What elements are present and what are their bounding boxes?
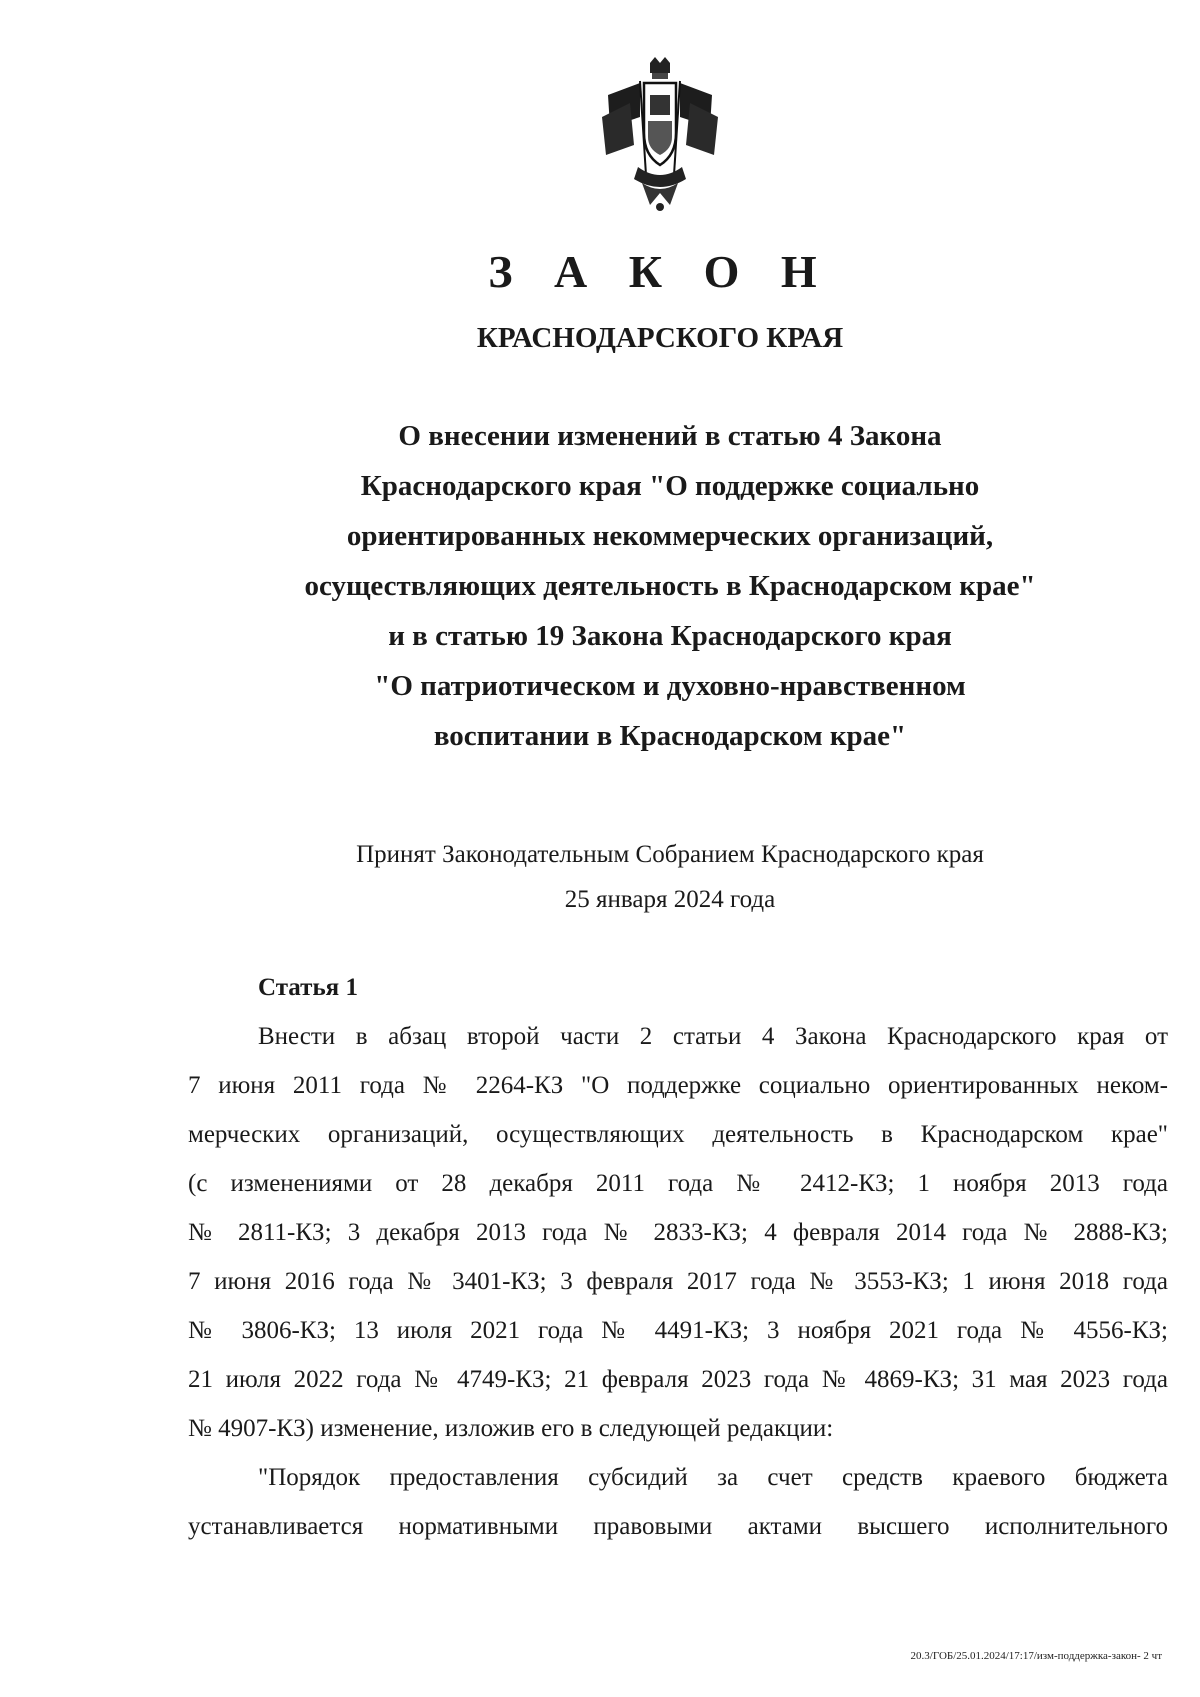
article-line: № 3806-КЗ; 13 июля 2021 года № 4491-КЗ; 3 ноября 2021 года № 4556-КЗ;	[188, 1317, 1168, 1344]
coat-of-arms-emblem-icon	[600, 55, 720, 215]
law-name-line: ориентированных некоммерческих организаций,	[346, 520, 994, 552]
adoption-note	[240, 832, 1100, 922]
article-line: Внести в абзац второй части 2 статьи 4 Закона Краснодарского края от	[258, 1023, 1168, 1050]
article-line: 7 июня 2011 года № 2264-КЗ "О поддержке социально ориентированных неком-	[188, 1072, 1168, 1099]
article-line: 7 июня 2016 года № 3401-КЗ; 3 февраля 2017 года № 3553-КЗ; 1 июня 2018 года	[188, 1268, 1168, 1295]
law-name-line: "О патриотическом и духовно-нравственном	[374, 670, 966, 702]
adoption-date: 25 января 2024 года	[564, 886, 776, 913]
law-name-line: осуществляющих деятельность в Краснодарском крае"	[304, 570, 1036, 602]
law-name-line: О внесении изменений в статью 4 Закона	[398, 420, 942, 452]
law-name-line: воспитании в Краснодарском крае"	[433, 720, 907, 752]
law-name-line: Краснодарского края "О поддержке социально	[360, 470, 980, 502]
article-line: № 4907-КЗ) изменение, изложив его в следующей редакции:	[188, 1415, 834, 1442]
document-region: КРАСНОДАРСКОГО КРАЯ	[476, 322, 844, 354]
article-1-title: Статья 1	[258, 974, 358, 1001]
article-line: мерческих организаций, осуществляющих деятельность в Краснодарском крае"	[188, 1121, 1168, 1148]
article-1-body	[188, 1012, 1168, 1551]
document-title: З А К О Н	[488, 246, 832, 297]
article-line: устанавливается нормативными правовыми актами высшего исполнительного	[188, 1513, 1168, 1540]
document-footer-code: 20.3/ГОБ/25.01.2024/17:17/изм-поддержка-закон- 2 чт	[910, 1650, 1162, 1662]
article-line: "Порядок предоставления субсидий за счет средств краевого бюджета	[258, 1464, 1168, 1491]
article-line: № 2811-КЗ; 3 декабря 2013 года № 2833-КЗ; 4 февраля 2014 года № 2888-КЗ;	[188, 1219, 1168, 1246]
law-name-line: и в статью 19 Закона Краснодарского края	[388, 620, 952, 652]
article-line: 21 июля 2022 года № 4749-КЗ; 21 февраля 2023 года № 4869-КЗ; 31 мая 2023 года	[188, 1366, 1168, 1393]
adoption-body: Принят Законодательным Собранием Краснодарского края	[356, 841, 984, 868]
article-line: (с изменениями от 28 декабря 2011 года № 2412-КЗ; 1 ноября 2013 года	[188, 1170, 1168, 1197]
law-name	[240, 411, 1100, 761]
